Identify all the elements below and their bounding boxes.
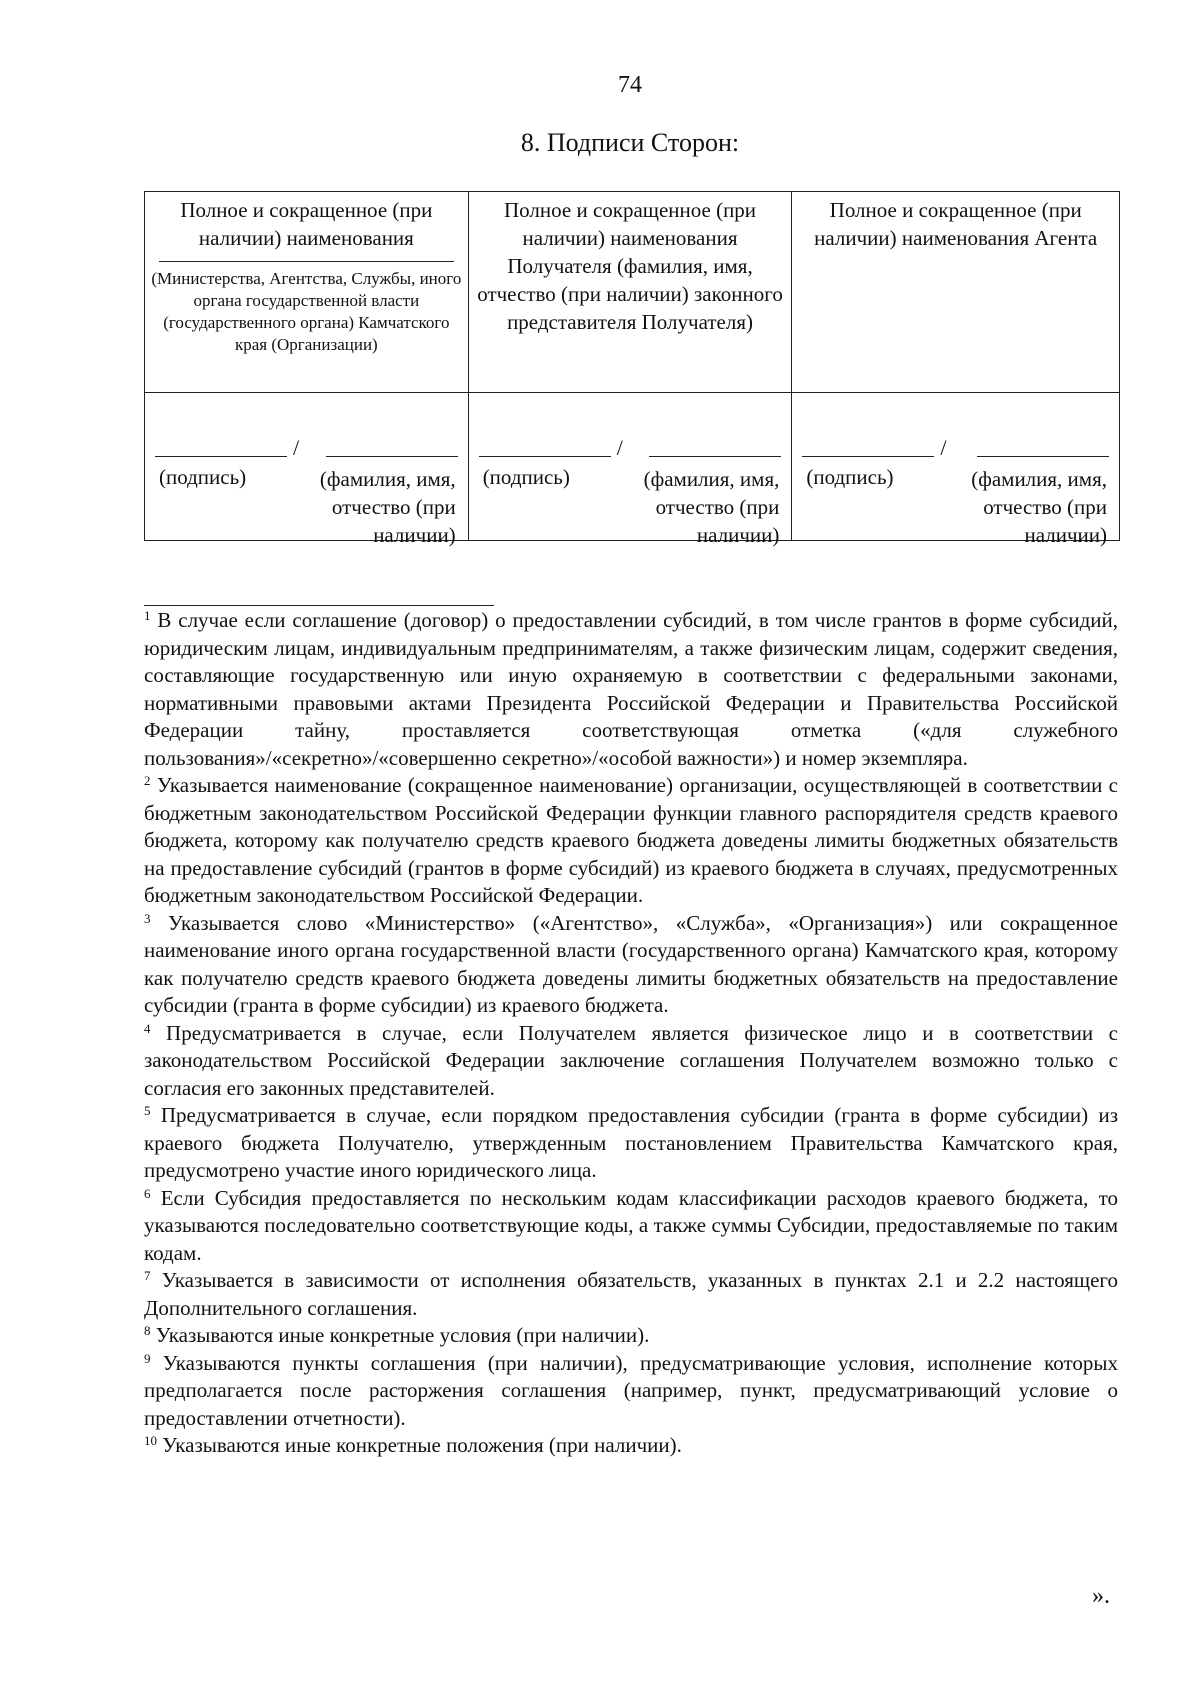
col2-signature-cell — [468, 393, 792, 547]
signature-line — [802, 455, 934, 457]
closing-quote-mark: ». — [1092, 1583, 1110, 1609]
footnote-10 — [144, 1432, 1118, 1460]
col2-header: Полное и сокращенное (при наличии) наименования Получателя (фамилия, имя, отчество (при наличии) законного представителя Получателя) — [477, 198, 783, 334]
signature-label: (подпись) — [482, 465, 570, 489]
footnote-text: Предусматривается в случае, если Получателем является физическое лицо и в соответствии с законодательством Российской Федерации заключение соглашения Получателем возможно только с согласия его законных представителей. — [144, 1020, 1118, 1100]
footnote-number: 6 — [144, 1185, 151, 1201]
footnote-number: 9 — [144, 1350, 151, 1366]
footnote-text: Указывается в зависимости от исполнения обязательств, указанных в пунктах 2.1 и 2.2 настоящего Дополнительного соглашения. — [144, 1268, 1118, 1320]
footnote-number: 2 — [144, 773, 151, 788]
footnote-1 — [144, 607, 1118, 772]
footnote-6 — [144, 1185, 1118, 1268]
col1-header-cell — [145, 192, 469, 393]
slash: / — [616, 435, 623, 460]
signature-line — [155, 455, 287, 457]
footnote-number: 5 — [144, 1103, 151, 1118]
section-title: 8. Подписи Сторон: — [520, 128, 740, 157]
footnote-number: 8 — [144, 1323, 151, 1338]
footnote-text: Указывается наименование (сокращенное наименование) организации, осуществляющей в соответствии с бюджетным законодательством Российской Федерации функции главного распорядителя средств краевого бюджета, которому как получателю средств краевого бюджета доведены лимиты бюджетных обязательств на предоставление субсидий (грантов в форме субсидий) из краевого бюджета в случаях, предусмотренных бюджетным законодательством Российской Федерации. — [144, 773, 1119, 907]
name-line — [977, 455, 1109, 457]
col3-header: Полное и сокращенное (при наличии) наименования Агента — [814, 198, 1098, 250]
footnote-3 — [144, 910, 1118, 1020]
signature-label: (подпись) — [159, 465, 247, 489]
name-line — [649, 455, 781, 457]
footnote-text: Указываются иные конкретные условия (при наличии). — [155, 1323, 650, 1347]
signature-line — [479, 455, 611, 457]
footnote-text: В случае если соглашение (договор) о предоставлении субсидий, в том числе грантов в форме субсидий, юридическим лицам, индивидуальным предпринимателям, а также физическим лицам, содержит сведения, составляющие государственную или иную охраняемую в соответствии с федеральными законами, нормативными правовыми актами Президента Российской Федерации и Правительства Российской Федерации тайну, проставляется соответствующая отметка («для служебного пользования»/«секретно»/«совершенно секретно»/«особой важности») и номер экземпляра. — [144, 608, 1118, 770]
col3-signature-cell — [792, 393, 1120, 547]
slash: / — [940, 435, 947, 460]
slash: / — [293, 435, 300, 460]
footnote-text: Если Субсидия предоставляется по нескольким кодам классификации расходов краевого бюджета, то указываются последовательно соответствующие коды, а также суммы Субсидии, предоставляемые по таким кодам. — [144, 1185, 1119, 1265]
footnote-number: 10 — [144, 1433, 157, 1448]
footnote-number: 3 — [144, 910, 151, 926]
footnotes — [144, 607, 1118, 1460]
fio-label: (фамилия, имя, отчество (при наличии) — [319, 467, 456, 547]
col2-header-cell — [468, 192, 792, 393]
footnote-7 — [144, 1267, 1118, 1322]
footnote-text: Предусматривается в случае, если порядком предоставления субсидии (гранта в форме субсидии) из краевого бюджета Получателю, утвержденным постановлением Правительства Камчатского края, предусмотрено участие иного юридического лица. — [144, 1103, 1118, 1182]
footnote-2 — [144, 772, 1118, 910]
col1-header: Полное и сокращенное (при наличии) наименования — [180, 198, 433, 250]
page-number: 74 — [618, 72, 642, 98]
footnote-9 — [144, 1350, 1118, 1433]
signature-label: (подпись) — [806, 465, 894, 489]
col1-name-line — [159, 260, 454, 262]
col1-signature-cell — [145, 393, 469, 547]
footnote-text: Указываются пункты соглашения (при наличии), предусматривающие условия, исполнение которых предполагается после расторжения соглашения (например, пункт, предусматривающий условие о предоставлении отчетности). — [144, 1350, 1119, 1430]
name-line — [326, 455, 458, 457]
footnote-8 — [144, 1322, 1118, 1350]
footnote-number: 4 — [144, 1020, 151, 1036]
footnote-separator — [144, 605, 494, 606]
footnote-number: 7 — [144, 1268, 151, 1283]
footnote-5 — [144, 1102, 1118, 1185]
signatures-table — [144, 191, 1120, 547]
footnote-4 — [144, 1020, 1118, 1103]
fio-label: (фамилия, имя, отчество (при наличии) — [971, 467, 1107, 547]
footnote-text: Указываются иные конкретные положения (при наличии). — [162, 1433, 682, 1457]
fio-label: (фамилия, имя, отчество (при наличии) — [643, 467, 780, 547]
col1-subcaption: (Министерства, Агентства, Службы, иного органа государственной власти (государственного органа) Камчатского края (Организации) — [151, 269, 462, 354]
footnote-text: Указывается слово «Министерство» («Агентство», «Служба», «Организация») или сокращенное наименование иного органа государственной власти (государственного органа) Камчатского края, которому как получателю средств краевого бюджета доведены лимиты бюджетных обязательств на предоставление субсидии (гранта в форме субсидии) из краевого бюджета. — [144, 910, 1118, 1017]
footnote-number: 1 — [144, 608, 151, 623]
col3-header-cell — [792, 192, 1120, 393]
